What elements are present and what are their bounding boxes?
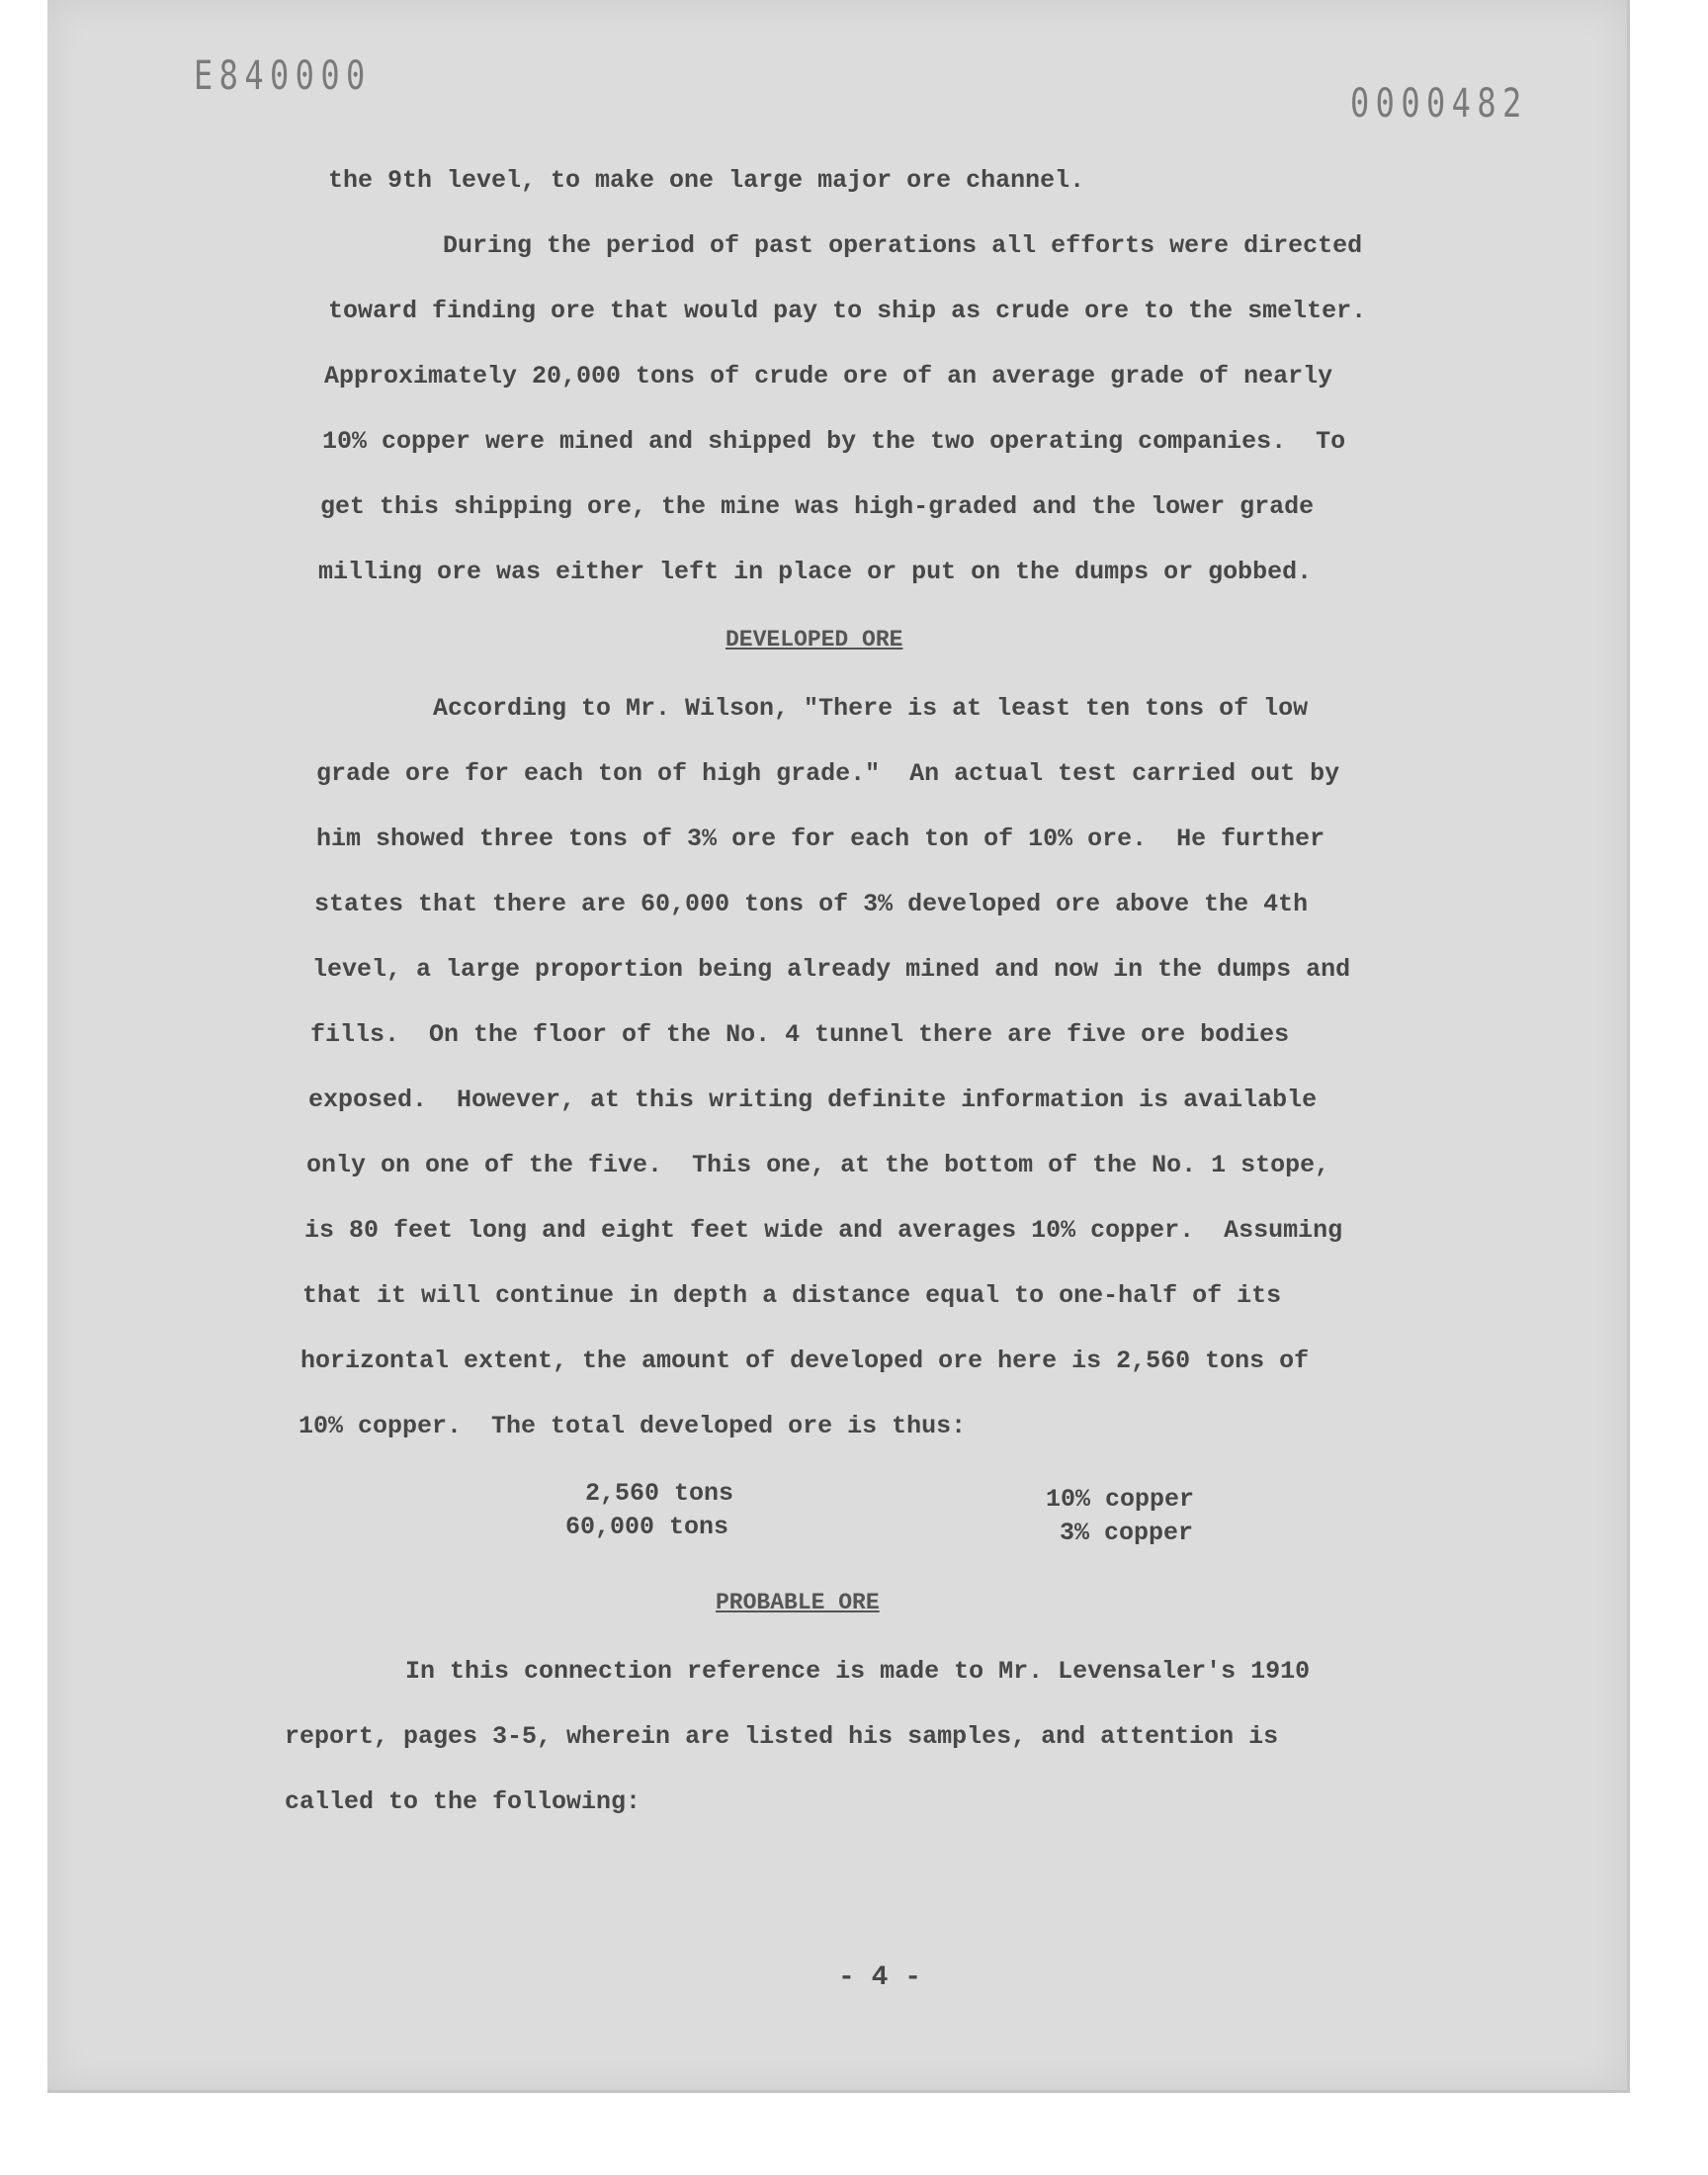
paragraph-line: According to Mr. Wilson, "There is at least ten tons of low [433, 694, 1309, 723]
paragraph-line: level, a large proportion being already mined and now in the dumps and [312, 955, 1351, 984]
paragraph-line: the 9th level, to make one large major ore channel. [328, 166, 1085, 195]
paragraph-line: report, pages 3-5, wherein are listed his samples, and attention is [285, 1722, 1279, 1751]
paragraph-line: called to the following: [285, 1787, 641, 1816]
paragraph-line: get this shipping ore, the mine was high-graded and the lower grade [320, 492, 1315, 521]
document-stamp-left: E840000 [194, 53, 372, 99]
ore-table-grade: 10% copper [1046, 1485, 1195, 1514]
paragraph-line: Approximately 20,000 tons of crude ore of an average grade of nearly [324, 362, 1333, 391]
page-number: - 4 - [838, 1962, 922, 1993]
paragraph-line: 10% copper were mined and shipped by the two operating companies. To [322, 427, 1346, 456]
ore-table-tons: 60,000 tons [565, 1513, 729, 1541]
paragraph-line: grade ore for each ton of high grade." An actual test carried out by [316, 759, 1340, 788]
paragraph-line: states that there are 60,000 tons of 3% developed ore above the 4th [314, 890, 1309, 918]
paragraph-line: horizontal extent, the amount of developed ore here is 2,560 tons of [300, 1347, 1310, 1375]
section-heading-probable-ore: PROBABLE ORE [716, 1590, 880, 1615]
paragraph-line: exposed. However, at this writing definite information is available [308, 1086, 1318, 1114]
document-stamp-right: 0000482 [1350, 81, 1528, 127]
paragraph-line: is 80 feet long and eight feet wide and averages 10% copper. Assuming [304, 1216, 1343, 1245]
document-page [47, 0, 1630, 2093]
paragraph-line: him showed three tons of 3% ore for each ton of 10% ore. He further [316, 825, 1325, 853]
paragraph-line: that it will continue in depth a distance equal to one-half of its [302, 1281, 1282, 1310]
paragraph-line: fills. On the floor of the No. 4 tunnel there are five ore bodies [310, 1020, 1290, 1049]
section-heading-developed-ore: DEVELOPED ORE [726, 627, 903, 652]
ore-table-tons: 2,560 tons [585, 1479, 734, 1508]
ore-table-grade: 3% copper [1060, 1519, 1194, 1547]
paragraph-line: 10% copper. The total developed ore is thus: [299, 1412, 967, 1440]
paragraph-line: During the period of past operations all efforts were directed [443, 231, 1363, 260]
paragraph-line: toward finding ore that would pay to ship as crude ore to the smelter. [328, 297, 1367, 325]
paragraph-line: In this connection reference is made to Mr. Levensaler's 1910 [405, 1657, 1311, 1686]
paragraph-line: only on one of the five. This one, at the bottom of the No. 1 stope, [306, 1151, 1330, 1179]
paragraph-line: milling ore was either left in place or put on the dumps or gobbed. [318, 558, 1313, 586]
